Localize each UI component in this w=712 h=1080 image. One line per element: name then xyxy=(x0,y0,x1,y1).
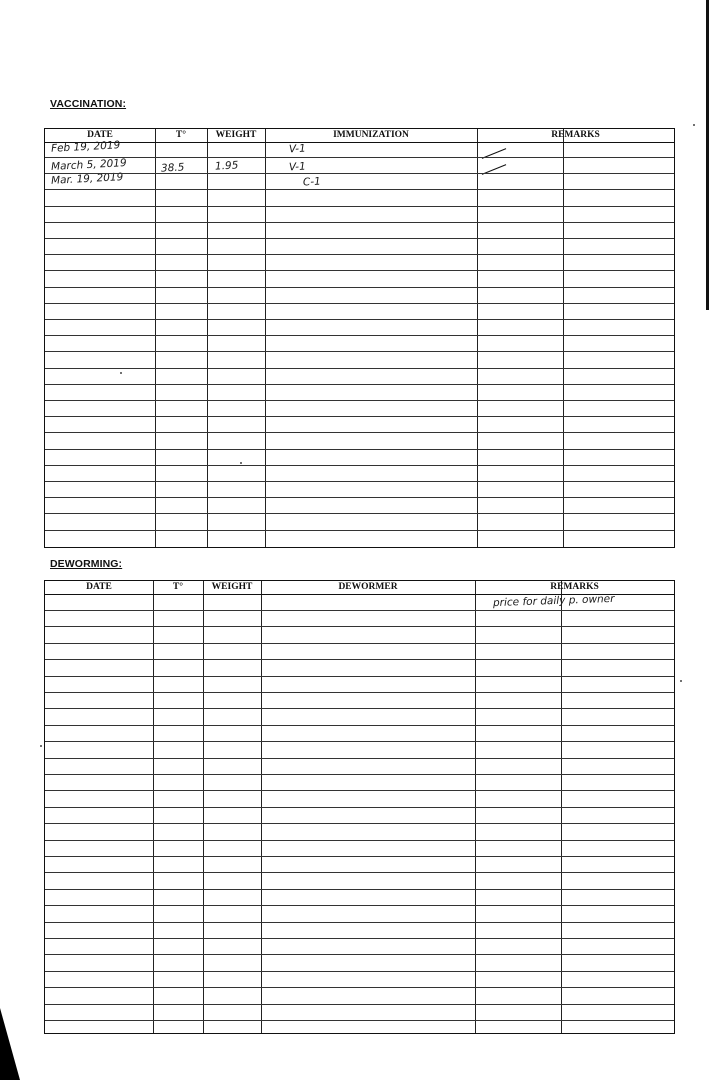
entry-weight: 1.95 xyxy=(214,159,239,173)
scan-edge-line xyxy=(706,0,709,310)
header-dewormer: DEWORMER xyxy=(338,582,398,592)
table-row-line xyxy=(45,954,674,955)
table-row-line xyxy=(45,741,674,742)
remark-text: price for daily p. owner xyxy=(492,592,615,610)
vaccination-table xyxy=(44,128,675,548)
scan-speck xyxy=(40,745,42,747)
table-row-line xyxy=(45,971,674,972)
table-row-line xyxy=(45,222,674,223)
scan-speck xyxy=(680,680,682,682)
table-row-line xyxy=(45,449,674,450)
table-row-line xyxy=(45,725,674,726)
table-row-line xyxy=(45,922,674,923)
table-row-line xyxy=(45,1020,674,1021)
entry-date: Feb 19, 2019 xyxy=(50,139,121,155)
table-row-line xyxy=(45,351,674,352)
header-temperature: T° xyxy=(175,130,187,140)
table-row-line xyxy=(45,270,674,271)
header-immunization: IMMUNIZATION xyxy=(333,130,409,140)
header-weight: WEIGHT xyxy=(215,130,257,140)
table-row-line xyxy=(45,872,674,873)
deworming-title: DEWORMING: xyxy=(50,558,123,570)
table-row-line xyxy=(45,823,674,824)
table-row-line xyxy=(45,987,674,988)
vaccination-title: VACCINATION: xyxy=(50,98,127,110)
table-row-line xyxy=(45,481,674,482)
table-row-line xyxy=(45,513,674,514)
table-row-line xyxy=(45,303,674,304)
entry-immunization: V-1 xyxy=(288,160,307,174)
table-row-line xyxy=(45,173,674,174)
header-date: DATE xyxy=(87,130,113,140)
table-row-line xyxy=(45,758,674,759)
entry-immunization: C-1 xyxy=(302,175,322,189)
table-row-line xyxy=(45,840,674,841)
table-row-line xyxy=(45,676,674,677)
table-row-line xyxy=(45,530,674,531)
deworming-table xyxy=(44,580,675,1034)
table-row-line xyxy=(45,889,674,890)
table-row-line xyxy=(45,335,674,336)
table-row-line xyxy=(45,938,674,939)
table-row-line xyxy=(45,807,674,808)
table-row-line xyxy=(45,287,674,288)
table-row-line xyxy=(45,319,674,320)
table-row-line xyxy=(45,432,674,433)
scan-speck xyxy=(693,124,695,126)
entry-date: March 5, 2019 xyxy=(50,157,127,173)
entry-date: Mar. 19, 2019 xyxy=(50,171,124,187)
table-row-line xyxy=(45,400,674,401)
table-row-line xyxy=(45,643,674,644)
table-row-line xyxy=(45,905,674,906)
header-remarks: REMARKS xyxy=(551,130,600,140)
table-row-line xyxy=(45,708,674,709)
header-date: DATE xyxy=(86,582,112,592)
table-row-line xyxy=(45,416,674,417)
entry-immunization: V-1 xyxy=(288,142,307,156)
table-row-line xyxy=(45,692,674,693)
table-row-line xyxy=(45,384,674,385)
header-remarks: REMARKS xyxy=(550,582,599,592)
table-row-line xyxy=(45,157,674,158)
scan-corner-shadow xyxy=(0,1008,20,1080)
table-row-line xyxy=(45,497,674,498)
table-row-line xyxy=(45,238,674,239)
table-row-line xyxy=(45,206,674,207)
header-weight: WEIGHT xyxy=(211,582,253,592)
header-temperature: T° xyxy=(172,582,184,592)
table-row-line xyxy=(45,189,674,190)
table-row-line xyxy=(45,254,674,255)
table-row-line xyxy=(45,856,674,857)
table-row-line xyxy=(45,1004,674,1005)
table-row-line xyxy=(45,626,674,627)
table-row-line xyxy=(45,610,674,611)
table-row-line xyxy=(45,368,674,369)
table-row-line xyxy=(45,790,674,791)
table-row-line xyxy=(45,465,674,466)
table-row-line xyxy=(45,774,674,775)
entry-temperature: 38.5 xyxy=(160,161,185,175)
table-row-line xyxy=(45,659,674,660)
